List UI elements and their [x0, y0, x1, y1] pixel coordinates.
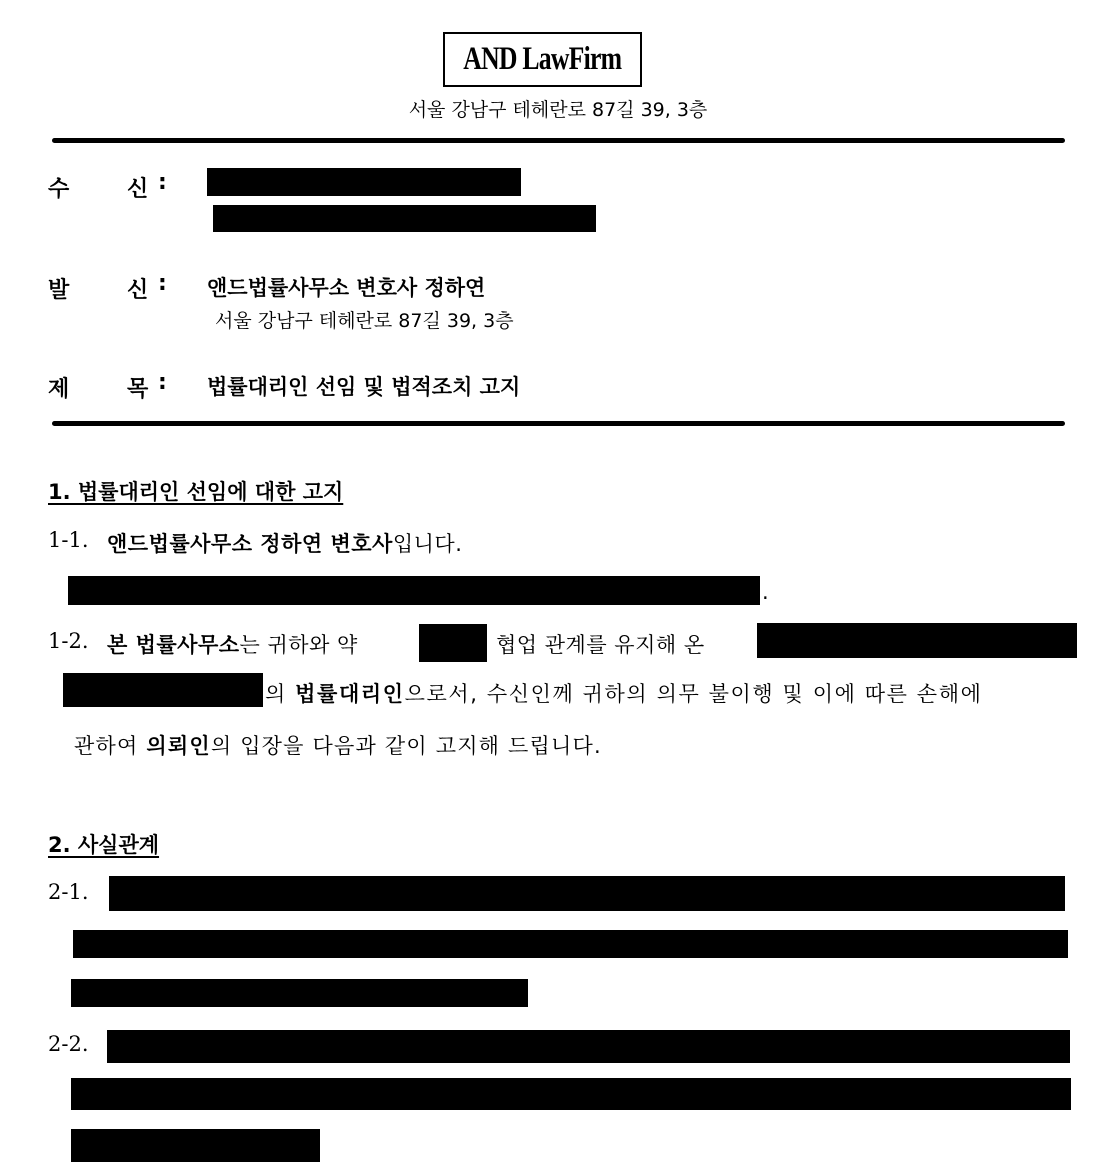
- section1-heading: 1. 법률대리인 선임에 대한 고지: [48, 480, 344, 504]
- para-1-2-bold-firm: 본 법률사무소: [107, 633, 240, 657]
- para-1-1-number: 1-1.: [48, 528, 89, 552]
- from-colon: :: [158, 271, 167, 296]
- redacted-client-name-cont: [63, 673, 263, 707]
- redacted-recipient-name: [207, 168, 521, 196]
- from-label-char-1: 발: [48, 278, 70, 303]
- to-colon: :: [158, 170, 167, 195]
- para-1-2-text-c: 의: [265, 682, 287, 706]
- para-1-2-text-b: 협업 관계를 유지해 온: [496, 633, 705, 657]
- subject-label-char-1: 제: [48, 377, 70, 402]
- redacted-line: [107, 1030, 1070, 1063]
- para-1-1-bold: 앤드법률사무소 정하연 변호사: [107, 532, 393, 556]
- para-2-2-number: 2-2.: [48, 1032, 89, 1056]
- subject-label-char-2: 목: [127, 377, 149, 402]
- redacted-line: [73, 930, 1068, 958]
- para-1-2-line2: [265, 678, 982, 708]
- to-label-char-1: 수: [48, 177, 70, 202]
- para-1-2-bold-client: 의뢰인: [146, 734, 211, 758]
- sender-name: 앤드법률사무소 변호사 정하연: [207, 276, 486, 300]
- para-1-1-rest: 입니다.: [392, 532, 463, 556]
- subject-divider: [52, 421, 1065, 426]
- redacted-line: [71, 979, 528, 1007]
- para-1-2-text-f: 의 입장을 다음과 같이 고지해 드립니다.: [210, 734, 602, 758]
- redacted-recipient-address: [213, 205, 596, 232]
- subject-colon: :: [158, 370, 167, 395]
- redacted-duration: [419, 624, 487, 662]
- para-1-2-line1-start: [107, 629, 358, 659]
- sender-address: 서울 강남구 테헤란로 87길 39, 3층: [215, 310, 514, 332]
- para-1-2-text-d: 으로서, 수신인께 귀하의 의무 불이행 및 이에 따른 손해에: [404, 682, 983, 706]
- para-1-2-bold-agent: 법률대리인: [295, 682, 405, 706]
- para-1-2-text-a: 는 귀하와 약: [239, 633, 358, 657]
- firm-logo: [443, 32, 642, 87]
- subject-text: 법률대리인 선임 및 법적조치 고지: [207, 375, 521, 399]
- from-label-char-2: 신: [127, 278, 149, 303]
- para-1-1-end-period: .: [762, 580, 770, 604]
- firm-logo-text: AND LawFirm: [463, 41, 622, 77]
- redacted-line: [109, 876, 1065, 911]
- para-2-1-number: 2-1.: [48, 880, 89, 904]
- redacted-line: [71, 1078, 1071, 1110]
- para-1-1-text: [107, 528, 462, 558]
- para-1-2-number: 1-2.: [48, 629, 89, 653]
- para-1-2-text-e: 관하여: [74, 734, 139, 758]
- para-1-2-line3: [74, 730, 602, 760]
- firm-address: 서울 강남구 테헤란로 87길 39, 3층: [408, 99, 708, 121]
- section2-heading: 2. 사실관계: [48, 833, 160, 857]
- redacted-line: [68, 576, 760, 605]
- to-label-char-2: 신: [127, 177, 149, 202]
- redacted-line: [71, 1129, 320, 1162]
- redacted-client-name: [757, 623, 1077, 658]
- header-divider: [52, 138, 1065, 143]
